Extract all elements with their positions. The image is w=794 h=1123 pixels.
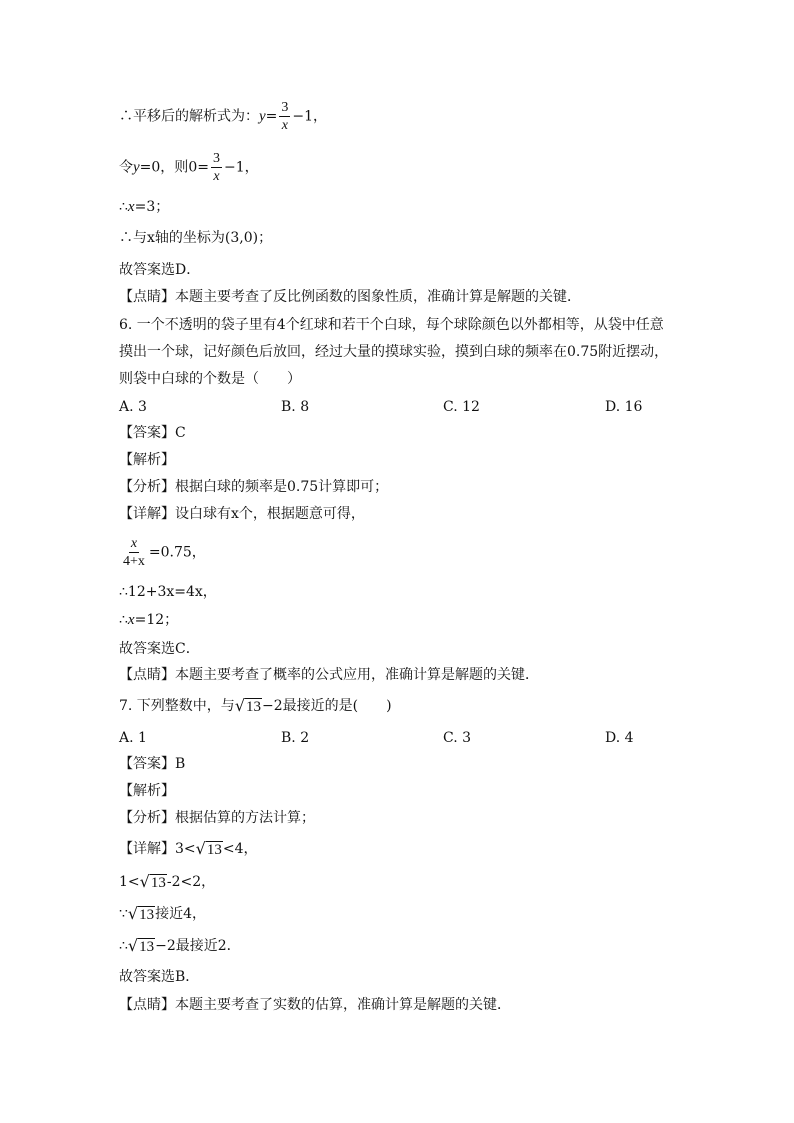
answer-label: 【答案】B bbox=[119, 756, 186, 772]
line-text: −2最接近的是( ) bbox=[262, 698, 392, 714]
line-text: =12； bbox=[134, 612, 179, 628]
line-text: ∴平移后的解析式为： bbox=[119, 108, 259, 125]
line-text: =0.75， bbox=[148, 544, 206, 561]
xiangjie-step-3 bbox=[119, 905, 206, 923]
line-text: =0，则 bbox=[139, 159, 189, 176]
sqrt-13 bbox=[196, 840, 223, 858]
line-text: -2<2， bbox=[166, 874, 216, 890]
fraction bbox=[211, 151, 222, 184]
radical-sign: √ bbox=[127, 936, 139, 955]
var-y: y bbox=[133, 159, 140, 176]
option-d: D. 16 bbox=[605, 399, 643, 415]
therefore-sign: ∴ bbox=[119, 199, 128, 215]
dianjing-line: 【点睛】本题主要考查了概率的公式应用，准确计算是解题的关键． bbox=[119, 667, 539, 683]
xiangjie-step-4 bbox=[119, 937, 241, 955]
var-x: x bbox=[127, 612, 135, 628]
radicand: 13 bbox=[150, 875, 166, 891]
set-y-zero-line bbox=[119, 151, 259, 184]
sqrt-13 bbox=[128, 937, 155, 955]
fenxi-line: 【分析】根据估算的方法计算； bbox=[119, 810, 315, 826]
numerator: x bbox=[130, 536, 138, 551]
equation-step-1: ∴12+3x=4x， bbox=[119, 584, 217, 600]
denominator: x bbox=[281, 118, 289, 133]
x-equals-3-line bbox=[119, 198, 169, 216]
fenxi-line: 【分析】根据白球的频率是0.75计算即可； bbox=[119, 479, 389, 495]
therefore-sign: ∴ bbox=[119, 612, 128, 628]
answer-label: 【答案】C bbox=[119, 425, 186, 441]
radicand: 13 bbox=[139, 939, 155, 955]
question-6-line-1: 6. 一个不透明的袋子里有4个红球和若干个白球，每个球除颜色以外都相等，从袋中任意 bbox=[119, 317, 664, 333]
question-7-stem bbox=[119, 697, 392, 715]
intercept-line: ∴与x轴的坐标为(3,0)； bbox=[119, 230, 273, 246]
question-6-line-2: 摸出一个球，记好颜色后放回，经过大量的摸球实验，摸到白球的频率在0.75附近摆动， bbox=[119, 344, 669, 360]
sqrt-13 bbox=[128, 905, 155, 923]
radical-sign: √ bbox=[234, 696, 246, 715]
line-text: 7. 下列整数中，与 bbox=[119, 698, 235, 714]
xiangjie-step-2 bbox=[119, 873, 215, 891]
numerator: 3 bbox=[281, 100, 289, 115]
option-b: B. 2 bbox=[281, 730, 310, 746]
because-sign: ∵ bbox=[119, 906, 128, 922]
line-text: 接近4， bbox=[155, 906, 207, 922]
question-6-options bbox=[119, 398, 679, 416]
option-d: D. 4 bbox=[605, 730, 634, 746]
option-c: C. 3 bbox=[443, 730, 472, 746]
answer-choice-line: 故答案选D． bbox=[119, 262, 201, 278]
answer-choice-line: 故答案选B． bbox=[119, 969, 200, 985]
var-x: x bbox=[127, 199, 135, 215]
line-text: −1， bbox=[292, 108, 328, 125]
line-text: 1< bbox=[119, 874, 140, 890]
radicand: 13 bbox=[206, 842, 222, 858]
question-7-options bbox=[119, 729, 679, 747]
fraction bbox=[121, 536, 147, 569]
dianjing-line: 【点睛】本题主要考查了反比例函数的图象性质，准确计算是解题的关键． bbox=[119, 289, 581, 305]
option-b: B. 8 bbox=[281, 399, 310, 415]
xiangjie-line: 【详解】设白球有x个，根据题意可得， bbox=[119, 506, 365, 522]
line-text: 令 bbox=[119, 159, 133, 176]
line-text: 【详解】3< bbox=[119, 841, 196, 857]
translated-expression-line bbox=[119, 100, 327, 133]
numerator: 3 bbox=[212, 151, 220, 166]
radical-sign: √ bbox=[139, 872, 150, 891]
var-y: y bbox=[259, 108, 266, 125]
sqrt-13 bbox=[235, 697, 262, 715]
radical-sign: √ bbox=[127, 904, 139, 923]
line-text: −1， bbox=[223, 159, 259, 176]
sqrt-13 bbox=[140, 873, 167, 891]
answer-choice-line: 故答案选C． bbox=[119, 641, 200, 657]
xiangjie-step-1 bbox=[119, 840, 257, 858]
analysis-label: 【解析】 bbox=[119, 783, 175, 799]
fraction-equation-line bbox=[119, 536, 206, 569]
option-a: A. 3 bbox=[119, 399, 147, 415]
line-text: =3； bbox=[134, 199, 170, 215]
dianjing-line: 【点睛】本题主要考查了实数的估算，准确计算是解题的关键． bbox=[119, 997, 511, 1013]
radicand: 13 bbox=[139, 907, 155, 923]
equation-step-2 bbox=[119, 611, 178, 629]
fraction bbox=[279, 100, 290, 133]
analysis-label: 【解析】 bbox=[119, 452, 175, 468]
radical-sign: √ bbox=[195, 839, 206, 858]
radicand: 13 bbox=[246, 699, 262, 715]
option-a: A. 1 bbox=[119, 730, 147, 746]
equals-sign: = bbox=[265, 108, 278, 125]
line-text: 0 bbox=[188, 159, 198, 176]
equals-sign: = bbox=[197, 159, 209, 176]
line-text: −2最接近2． bbox=[155, 938, 241, 954]
therefore-sign: ∴ bbox=[119, 938, 128, 954]
denominator: x bbox=[213, 169, 220, 184]
option-c: C. 12 bbox=[443, 399, 480, 415]
question-6-line-3: 则袋中白球的个数是（ ） bbox=[119, 371, 301, 387]
line-text: <4， bbox=[222, 841, 258, 857]
denominator: 4+x bbox=[123, 554, 145, 569]
